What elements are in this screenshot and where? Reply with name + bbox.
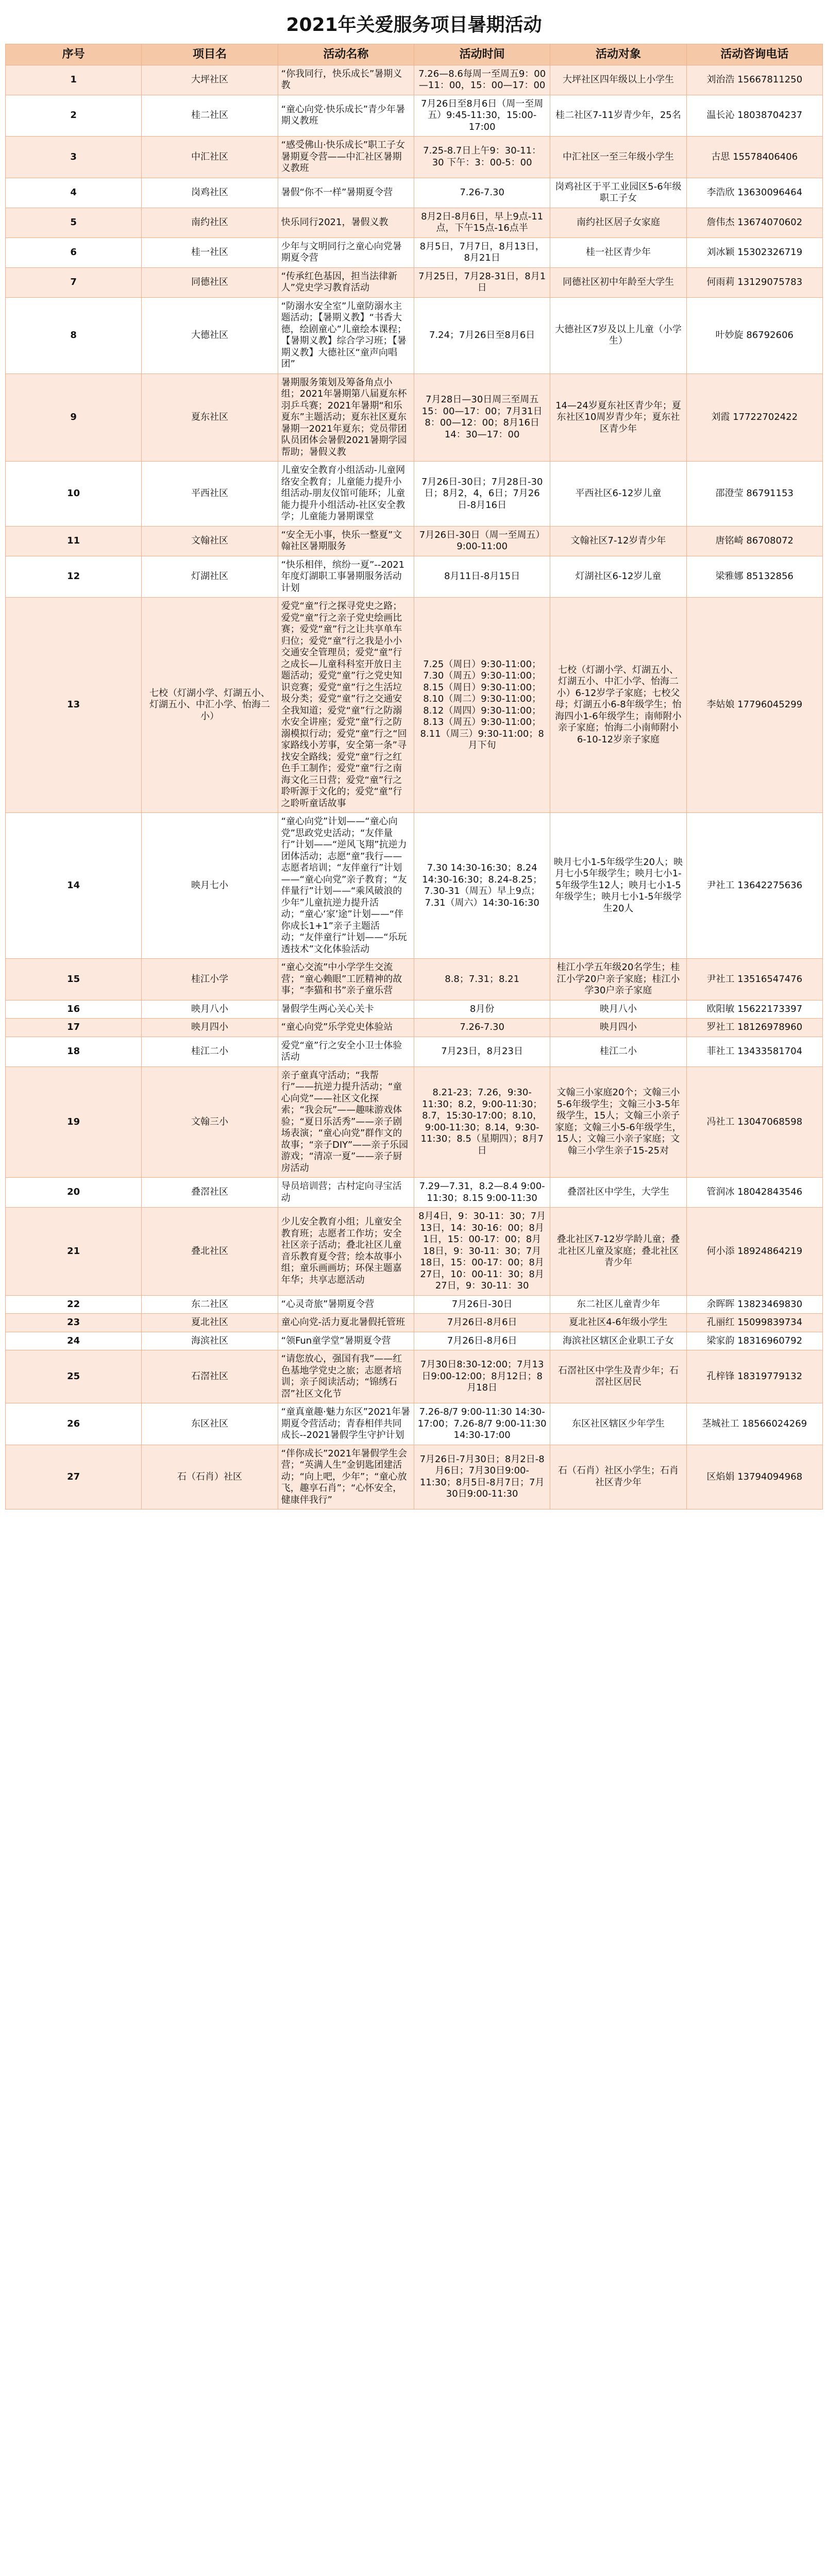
cell-time: 8月11日-8月15日 bbox=[414, 556, 550, 598]
cell-target: 叠滘社区中学生，大学生 bbox=[550, 1178, 686, 1208]
cell-proj: “快乐相伴，缤纷一夏”--2021年度灯湖职工事暑期服务活动计划 bbox=[278, 556, 414, 598]
cell-target: 夏北社区4-6年级小学生 bbox=[550, 1314, 686, 1332]
cell-proj: “你我同行，快乐成长”暑期义教 bbox=[278, 65, 414, 95]
cell-unit: 桂江小学 bbox=[142, 959, 278, 1001]
table-row bbox=[6, 526, 823, 556]
cell-seq: 27 bbox=[6, 1445, 142, 1510]
table-row bbox=[6, 1350, 823, 1403]
cell-target: 桂一社区青少年 bbox=[550, 238, 686, 267]
cell-unit: 桂一社区 bbox=[142, 238, 278, 267]
activity-table bbox=[5, 44, 823, 1510]
cell-unit: 叠滘社区 bbox=[142, 1178, 278, 1208]
cell-contact: 詹伟杰 13674070602 bbox=[686, 208, 822, 238]
cell-seq: 19 bbox=[6, 1066, 142, 1178]
cell-target: 同德社区初中年龄至大学生 bbox=[550, 267, 686, 297]
cell-contact: 孔丽红 15099839734 bbox=[686, 1314, 822, 1332]
cell-proj: 爱党“童”行之安全小卫士体验活动 bbox=[278, 1037, 414, 1066]
cell-target: 映月八小 bbox=[550, 1000, 686, 1019]
header-unit: 项目名 bbox=[142, 44, 278, 65]
cell-proj: “安全无小事，快乐一整夏”文翰社区暑期服务 bbox=[278, 526, 414, 556]
cell-seq: 12 bbox=[6, 556, 142, 598]
cell-unit: 岗鸡社区 bbox=[142, 178, 278, 208]
cell-unit: 映月四小 bbox=[142, 1019, 278, 1037]
cell-proj: 暑假学生两心关心关卡 bbox=[278, 1000, 414, 1019]
cell-seq: 24 bbox=[6, 1332, 142, 1350]
cell-target: 平西社区6-12岁儿童 bbox=[550, 462, 686, 527]
cell-proj: “领Fun童学堂”暑期夏令营 bbox=[278, 1332, 414, 1350]
cell-contact: 何雨莉 13129075783 bbox=[686, 267, 822, 297]
cell-proj: 儿童安全教育小组活动-儿童网络安全教育；儿童能力提升小组活动-朋友仪馆可能环；儿童能力提升小组活动-社区安全教学；儿童能力暑期课堂 bbox=[278, 462, 414, 527]
cell-target: 桂二社区7-11岁青少年，25名 bbox=[550, 95, 686, 137]
cell-unit: 灯湖社区 bbox=[142, 556, 278, 598]
cell-contact: 区焰娟 13794094968 bbox=[686, 1445, 822, 1510]
table-row bbox=[6, 238, 823, 267]
cell-target: 叠北社区7-12岁学龄儿童；叠北社区儿童及家庭；叠北社区青少年 bbox=[550, 1208, 686, 1296]
header-time: 活动时间 bbox=[414, 44, 550, 65]
cell-seq: 21 bbox=[6, 1208, 142, 1296]
cell-seq: 9 bbox=[6, 374, 142, 462]
cell-unit: 海滨社区 bbox=[142, 1332, 278, 1350]
cell-seq: 6 bbox=[6, 238, 142, 267]
header-target: 活动对象 bbox=[550, 44, 686, 65]
table-row bbox=[6, 1208, 823, 1296]
cell-unit: 东区社区 bbox=[142, 1403, 278, 1445]
cell-proj: 暑假“你不一样”暑期夏令营 bbox=[278, 178, 414, 208]
cell-target: 东区社区辖区少年学生 bbox=[550, 1403, 686, 1445]
cell-seq: 26 bbox=[6, 1403, 142, 1445]
cell-target: 东二社区儿童青少年 bbox=[550, 1295, 686, 1314]
cell-unit: 平西社区 bbox=[142, 462, 278, 527]
cell-contact: 李浩欣 13630096464 bbox=[686, 178, 822, 208]
cell-contact: 管润冰 18042843546 bbox=[686, 1178, 822, 1208]
cell-time: 7.25（周日）9:30-11:00；7.30（周五）9:30-11:00；8.15（周日）9:30-11:00；8.10（周二）9:30-11:00；8.12（周四）9:30-11:00；8.13（周五）9:30-11:00；8.11（周三）9:30-11:00；8月下旬 bbox=[414, 598, 550, 813]
table-row bbox=[6, 1000, 823, 1019]
table-row bbox=[6, 65, 823, 95]
cell-proj: “传承红色基因，担当法律新人”党史学习教育活动 bbox=[278, 267, 414, 297]
cell-seq: 7 bbox=[6, 267, 142, 297]
cell-unit: 石（石肖）社区 bbox=[142, 1445, 278, 1510]
cell-unit: 中汇社区 bbox=[142, 137, 278, 178]
cell-seq: 25 bbox=[6, 1350, 142, 1403]
cell-proj: “童心向党”乐学党史体验站 bbox=[278, 1019, 414, 1037]
cell-time: 7月26日-30日；7月28日-30日；8月2，4，6日；7月26日-8月16日 bbox=[414, 462, 550, 527]
table-row bbox=[6, 297, 823, 374]
cell-time: 7.26-7.30 bbox=[414, 178, 550, 208]
table-row bbox=[6, 462, 823, 527]
cell-time: 7月26日-30日 bbox=[414, 1295, 550, 1314]
cell-target: 映月七小1-5年级学生20人；映月七小5年级学生；映月七小1-5年级学生12人；映月七小1-5年级学生；映月七小1-5年级学生20人 bbox=[550, 813, 686, 959]
cell-contact: 余晖晖 13823469830 bbox=[686, 1295, 822, 1314]
table-row bbox=[6, 598, 823, 813]
cell-seq: 1 bbox=[6, 65, 142, 95]
table-row bbox=[6, 374, 823, 462]
cell-unit: 映月七小 bbox=[142, 813, 278, 959]
cell-unit: 桂江二小 bbox=[142, 1037, 278, 1066]
cell-unit: 夏北社区 bbox=[142, 1314, 278, 1332]
cell-seq: 10 bbox=[6, 462, 142, 527]
cell-time: 7.30 14:30-16:30；8.24 14:30-16:30；8.24-8.25；7.30-31（周五）早上9点；7.31（周六）14:30-16:30 bbox=[414, 813, 550, 959]
cell-time: 8.21-23；7.26，9:30-11:30；8.2，9:00-11:30；8.7，15:30-17:00；8.10，9:00-11:30；8.14，9:30-11:30；8.5（星期四）；8月7日 bbox=[414, 1066, 550, 1178]
table-row bbox=[6, 556, 823, 598]
header-contact: 活动咨询电话 bbox=[686, 44, 822, 65]
table-row bbox=[6, 178, 823, 208]
cell-time: 7.24；7月26日至8月6日 bbox=[414, 297, 550, 374]
cell-contact: 冯社工 13047068598 bbox=[686, 1066, 822, 1178]
cell-seq: 13 bbox=[6, 598, 142, 813]
cell-time: 7月26日-30日（周一至周五）9:00-11:00 bbox=[414, 526, 550, 556]
cell-target: 灯湖社区6-12岁儿童 bbox=[550, 556, 686, 598]
cell-seq: 5 bbox=[6, 208, 142, 238]
cell-proj: 少儿安全教育小组；儿童安全教育班；志愿者工作坊；安全社区亲子活动；叠北社区儿童音乐教育夏令营；绘本故事小组；童乐画画坊；环保主题嘉年华；共享志愿活动 bbox=[278, 1208, 414, 1296]
table-row bbox=[6, 267, 823, 297]
cell-proj: “感受佛山·快乐成长”职工子女暑期夏令营——中汇社区暑期义教班 bbox=[278, 137, 414, 178]
cell-target: 文翰社区7-12岁青少年 bbox=[550, 526, 686, 556]
cell-seq: 4 bbox=[6, 178, 142, 208]
cell-target: 石（石肖）社区小学生；石肖社区青少年 bbox=[550, 1445, 686, 1510]
cell-proj: “防溺水安全室”儿童防溺水主题活动；【暑期义教】“书香大德，绘剧童心”儿童绘本课程；【暑期义教】综合学习班；【暑期义教】大德社区“童声向唱团” bbox=[278, 297, 414, 374]
cell-contact: 尹社工 13516547476 bbox=[686, 959, 822, 1001]
cell-contact: 古思 15578406406 bbox=[686, 137, 822, 178]
cell-seq: 8 bbox=[6, 297, 142, 374]
cell-unit: 七校（灯湖小学、灯湖五小、灯湖五小、中汇小学、怡海二小） bbox=[142, 598, 278, 813]
cell-proj: “童心向党·快乐成长”青少年暑期义教班 bbox=[278, 95, 414, 137]
cell-proj: “童真童趣·魅力东区”2021年暑期夏令营活动；青春相伴共同成长--2021暑假学生守护计划 bbox=[278, 1403, 414, 1445]
cell-time: 7月23日，8月23日 bbox=[414, 1037, 550, 1066]
table-row bbox=[6, 1037, 823, 1066]
page-title: 2021年关爱服务项目暑期活动 bbox=[286, 14, 542, 36]
cell-unit: 映月八小 bbox=[142, 1000, 278, 1019]
cell-seq: 17 bbox=[6, 1019, 142, 1037]
cell-unit: 东二社区 bbox=[142, 1295, 278, 1314]
cell-proj: “伴你成长”2021年暑假学生会营；“英满人生”金钥匙团建活动；“向上吧，少年”；“童心放飞，趣享石肖”；“心怀安全，健康伴我行” bbox=[278, 1445, 414, 1510]
cell-target: 海滨社区辖区企业职工子女 bbox=[550, 1332, 686, 1350]
table-row bbox=[6, 1178, 823, 1208]
table-row bbox=[6, 95, 823, 137]
cell-target: 桂江二小 bbox=[550, 1037, 686, 1066]
cell-contact: 梁雅娜 85132856 bbox=[686, 556, 822, 598]
cell-proj: 爱党“童”行之探寻党史之路；爱党“童”行之亲子党史绘画比赛；爱党“童”行之让共享单车归位；爱党“童”行之我是小小交通安全管理员；爱党“童”行之成长—儿童科科室开放日主题活动；爱党“童”行之党史知识竞赛；爱党“童”行之生活垃圾分类；爱党“童”行之交通安全我知道；爱党“童”行之防溺水安全讲座；爱党“童”行之防溺模拟行动；爱党“童”行之“回家路线小芳事，安全第一条”寻找安全路线；爱党“童”行之红色手工制作；爱党“童”行之南海文化三日营；爱党“童”行之聆听源于文化的；爱党“童”行之聆听童话故事 bbox=[278, 598, 414, 813]
cell-target: 大德社区7岁及以上儿童（小学生） bbox=[550, 297, 686, 374]
cell-target: 桂江小学五年级20名学生；桂江小学20户亲子家庭；桂江小学30户亲子家庭 bbox=[550, 959, 686, 1001]
cell-proj: 童心向党-活力夏北暑假托管班 bbox=[278, 1314, 414, 1332]
cell-proj: 导员培训营；古村定向寻宝活动 bbox=[278, 1178, 414, 1208]
cell-time: 7.26-7.30 bbox=[414, 1019, 550, 1037]
cell-seq: 16 bbox=[6, 1000, 142, 1019]
cell-contact: 刘冰颖 15302326719 bbox=[686, 238, 822, 267]
cell-seq: 23 bbox=[6, 1314, 142, 1332]
cell-unit: 石滘社区 bbox=[142, 1350, 278, 1403]
cell-unit: 大德社区 bbox=[142, 297, 278, 374]
cell-time: 8.8；7.31；8.21 bbox=[414, 959, 550, 1001]
cell-time: 8月2日-8月6日，早上9点-11点，下午15点-16点半 bbox=[414, 208, 550, 238]
cell-time: 7月30日8:30-12:00；7月13日9:00-12:00；8月12日；8月18日 bbox=[414, 1350, 550, 1403]
cell-contact: 罗社工 18126978960 bbox=[686, 1019, 822, 1037]
cell-target: 岗鸡社区于平工业园区5-6年级职工子女 bbox=[550, 178, 686, 208]
cell-time: 7.26-8/7 9:00-11:30 14:30-17:00；7.26-8/7 9:00-11:30 14:30-17:00 bbox=[414, 1403, 550, 1445]
cell-time: 7月26日-8月6日 bbox=[414, 1314, 550, 1332]
cell-time: 7月26日-7月30日；8月2日-8月6日；7月30日9:00-11:30；8月5日-8月7日；7月30日9:00-11:30 bbox=[414, 1445, 550, 1510]
cell-time: 8月5日，7月7日，8月13日，8月21日 bbox=[414, 238, 550, 267]
table-row bbox=[6, 1019, 823, 1037]
header-seq: 序号 bbox=[6, 44, 142, 65]
cell-time: 7月25日，7月28-31日，8月1日 bbox=[414, 267, 550, 297]
cell-time: 7月26日-8月6日 bbox=[414, 1332, 550, 1350]
cell-contact: 叶妙旋 86792606 bbox=[686, 297, 822, 374]
cell-proj: 亲子童真守活动；“我帮行”——抗逆力提升活动；“童心向党”——社区文化探索；“我会玩”——趣味游戏体验；“夏日乐活秀”——亲子剧场表演；“童心向党”群作文的故事；“亲子DIY”——亲子乐园游戏；“清凉一夏”——亲子厨房活动 bbox=[278, 1066, 414, 1178]
cell-contact: 孔梓锋 18319779132 bbox=[686, 1350, 822, 1403]
cell-unit: 夏东社区 bbox=[142, 374, 278, 462]
table-row bbox=[6, 208, 823, 238]
table-row bbox=[6, 959, 823, 1001]
cell-contact: 欧阳敏 15622173397 bbox=[686, 1000, 822, 1019]
cell-seq: 20 bbox=[6, 1178, 142, 1208]
cell-proj: 少年与文明同行之童心向党暑期夏令营 bbox=[278, 238, 414, 267]
cell-seq: 18 bbox=[6, 1037, 142, 1066]
cell-seq: 11 bbox=[6, 526, 142, 556]
cell-seq: 22 bbox=[6, 1295, 142, 1314]
cell-seq: 14 bbox=[6, 813, 142, 959]
table-row bbox=[6, 1066, 823, 1178]
cell-target: 映月四小 bbox=[550, 1019, 686, 1037]
cell-contact: 何小添 18924864219 bbox=[686, 1208, 822, 1296]
cell-unit: 桂二社区 bbox=[142, 95, 278, 137]
page bbox=[5, 0, 823, 1515]
cell-time: 7月26日至8月6日（周一至周五）9:45-11:30，15:00-17:00 bbox=[414, 95, 550, 137]
cell-unit: 文翰社区 bbox=[142, 526, 278, 556]
cell-time: 7.26—8.6每周一至周五9：00—11：00，15：00—17：00 bbox=[414, 65, 550, 95]
table-row bbox=[6, 1295, 823, 1314]
cell-target: 七校（灯湖小学、灯湖五小、灯湖五小、中汇小学、怡海二小）6-12岁学子家庭；七校父母；灯湖五小6-8年级学生；怡海四小1-6年级学生；南师附小亲子家庭；怡海二小南师附小6-10-12岁亲子家庭 bbox=[550, 598, 686, 813]
cell-unit: 大坪社区 bbox=[142, 65, 278, 95]
cell-contact: 唐铭崎 86708072 bbox=[686, 526, 822, 556]
cell-seq: 3 bbox=[6, 137, 142, 178]
cell-target: 中汇社区一至三年级小学生 bbox=[550, 137, 686, 178]
cell-contact: 刘治浩 15667811250 bbox=[686, 65, 822, 95]
cell-proj: “童心向党”计划——“童心向党”思政党史活动；“友伴量行”计划——“逆风飞翔”抗逆力团体活动；志愿“童”我行——志愿者培训；“友伴童行”计划——“童心向党”亲子教育；“友伴量行”计划——“乘风破浪的少年”儿童抗逆力提升活动；“童心‘家’途”计划——“伴你成长1+1”亲子主题活动；“友伴童行”计划——“乐玩透技术”文化体验活动 bbox=[278, 813, 414, 959]
table-row bbox=[6, 137, 823, 178]
cell-time: 7月28日—30日周三至周五15：00—17：00；7月31日8：00—12：00；8月16日14：30—17：00 bbox=[414, 374, 550, 462]
cell-time: 7.25-8.7日上午9：30-11：30 下午：3：00-5：00 bbox=[414, 137, 550, 178]
cell-target: 南约社区居子女家庭 bbox=[550, 208, 686, 238]
cell-contact: 刘霞 17722702422 bbox=[686, 374, 822, 462]
cell-contact: 茎城社工 18566024269 bbox=[686, 1403, 822, 1445]
cell-unit: 文翰三小 bbox=[142, 1066, 278, 1178]
table-row bbox=[6, 1332, 823, 1350]
cell-contact: 菲社工 13433581704 bbox=[686, 1037, 822, 1066]
table-row bbox=[6, 1445, 823, 1510]
cell-proj: 暑期服务策划及筹备角点小组；2021年暑期第八届夏东杯羽乒乓赛；2021年暑期“和乐夏东”主题活动；夏东社区夏东暑期一2021年夏东；党员带团队员团体会暑假2021暑期学园帮助；暑假义教 bbox=[278, 374, 414, 462]
cell-proj: 快乐同行2021，暑假义教 bbox=[278, 208, 414, 238]
cell-target: 大坪社区四年级以上小学生 bbox=[550, 65, 686, 95]
cell-target: 14—24岁夏东社区青少年；夏东社区10周岁青少年；夏东社区青少年 bbox=[550, 374, 686, 462]
cell-contact: 尹社工 13642275636 bbox=[686, 813, 822, 959]
table-body bbox=[6, 65, 823, 1510]
cell-contact: 邵澄莹 86791153 bbox=[686, 462, 822, 527]
cell-time: 7.29—7.31，8.2—8.4 9:00-11:30；8.15 9:00-11:30 bbox=[414, 1178, 550, 1208]
cell-contact: 梁家韵 18316960792 bbox=[686, 1332, 822, 1350]
cell-target: 文翰三小家庭20个；文翰三小5-6年级学生；文翰三小3-5年级学生，15人；文翰三小亲子家庭；文翰三小5-6年级学生，15人；文翰三小亲子家庭；文翰三小学生亲子15-25对 bbox=[550, 1066, 686, 1178]
table-header-row bbox=[6, 44, 823, 65]
cell-unit: 南约社区 bbox=[142, 208, 278, 238]
cell-seq: 2 bbox=[6, 95, 142, 137]
cell-time: 8月份 bbox=[414, 1000, 550, 1019]
cell-proj: “童心交流”中小学学生交流营；“童心赖眼”工匠精神的故事；“李猫和书”亲子童乐营 bbox=[278, 959, 414, 1001]
cell-unit: 同德社区 bbox=[142, 267, 278, 297]
table-row bbox=[6, 1403, 823, 1445]
cell-unit: 叠北社区 bbox=[142, 1208, 278, 1296]
header-project: 活动名称 bbox=[278, 44, 414, 65]
cell-target: 石滘社区中学生及青少年；石滘社区居民 bbox=[550, 1350, 686, 1403]
table-row bbox=[6, 813, 823, 959]
cell-time: 8月4日，9：30-11：30；7月13日，14：30-16：00；8月1日，15：00-17：00；8月18日，9：30-11：30；7月18日，15：00-17：00；8月27日，10：00-11：30；8月27日，9：30-11：30 bbox=[414, 1208, 550, 1296]
table-row bbox=[6, 1314, 823, 1332]
cell-contact: 温长沁 18038704237 bbox=[686, 95, 822, 137]
cell-proj: “心灵奇旅”暑期夏令营 bbox=[278, 1295, 414, 1314]
cell-contact: 李姑娘 17796045299 bbox=[686, 598, 822, 813]
cell-seq: 15 bbox=[6, 959, 142, 1001]
cell-proj: “请您放心，强国有我”——红色基地学党史之旅；志愿者培训；亲子阅读活动；“锦绣石滘”社区文化节 bbox=[278, 1350, 414, 1403]
